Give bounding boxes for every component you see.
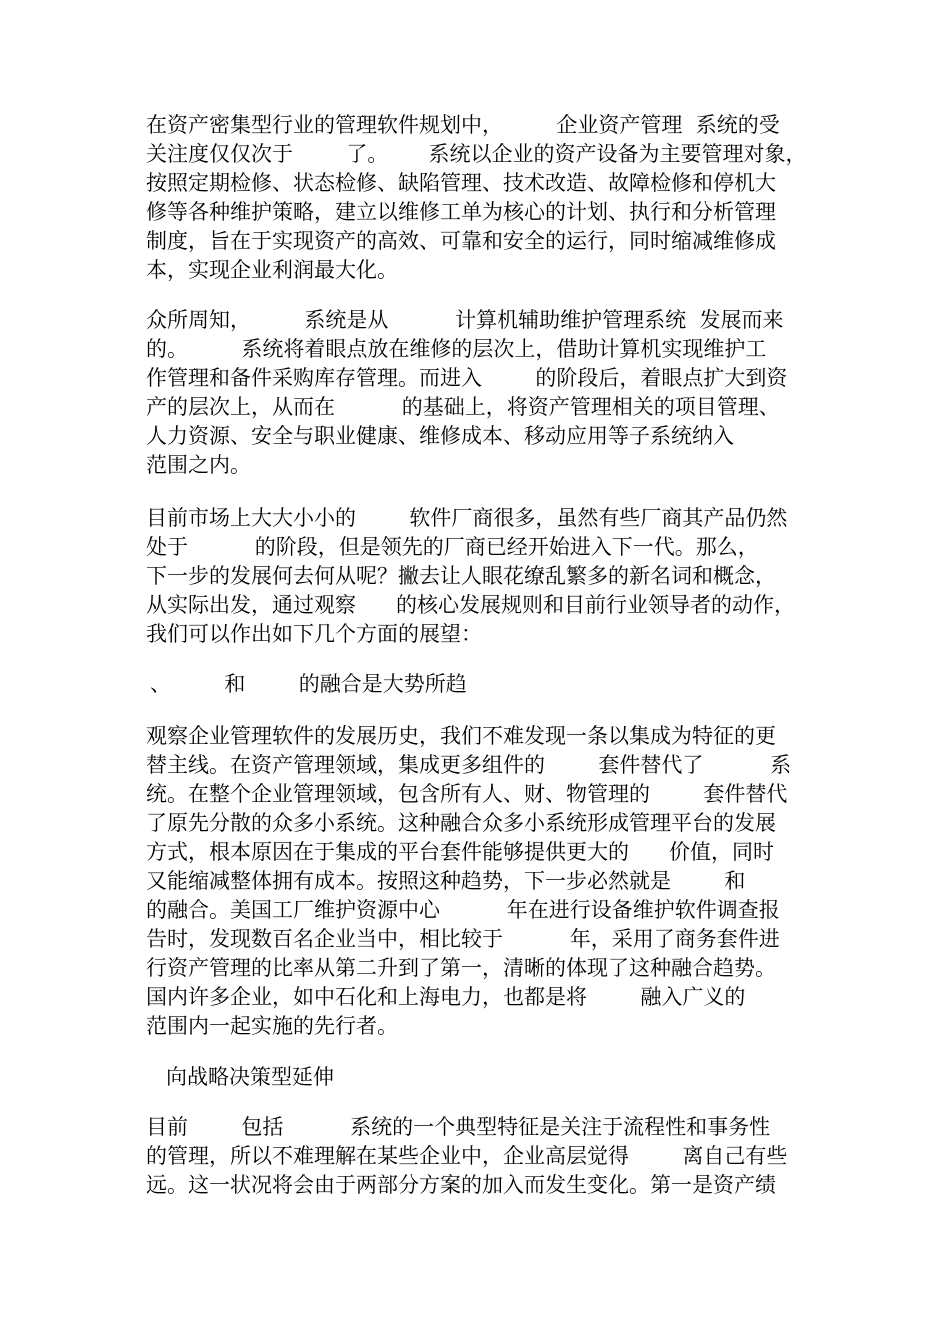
text-line: 了原先分散的众多小系统。这种融合众多小系统形成管理平台的发展	[146, 811, 776, 835]
text-line: 人力资源、安全与职业健康、维修成本、移动应用等子系统纳入	[146, 424, 734, 448]
text-line: 关注度仅仅次于 了。 系统以企业的资产设备为主要管理对象，	[146, 142, 807, 166]
text-line: 的融合。美国工厂维护资源中心 年在进行设备维护软件调查报	[146, 898, 780, 922]
text-line: 范围之内。	[146, 453, 251, 477]
text-line: 下一步的发展何去何从呢？撇去让人眼花缭乱繁多的新名词和概念，	[146, 564, 776, 588]
paragraph-intro	[146, 111, 816, 285]
text-line: 产的层次上，从而在 的基础上，将资产管理相关的项目管理、	[146, 395, 780, 419]
text-line: 远。这一状况将会由于两部分方案的加入而发生变化。第一是资产绩	[146, 1173, 776, 1197]
text-line: 目前 包括 系统的一个典型特征是关注于流程性和事务性	[146, 1115, 771, 1139]
text-line: 我们可以作出如下几个方面的展望：	[146, 622, 482, 646]
text-line: 目前市场上大大小小的 软件厂商很多，虽然有些厂商其产品仍然	[146, 506, 788, 530]
text-line: 的。 系统将着眼点放在维修的层次上，借助计算机实现维护工	[146, 337, 767, 361]
text-line: 制度，旨在于实现资产的高效、可靠和安全的运行，同时缩减维修成	[146, 229, 776, 253]
paragraph-history	[146, 306, 816, 480]
paragraph-integration	[146, 722, 816, 1041]
section-heading-strategy: 向战略决策型延伸	[166, 1065, 334, 1089]
text-line: 范围内一起实施的先行者。	[146, 1014, 398, 1038]
text-line: 告时，发现数百名企业当中，相比较于 年，采用了商务套件进	[146, 927, 780, 951]
text-line: 从实际出发，通过观察 的核心发展规则和目前行业领导者的动作，	[146, 593, 796, 617]
paragraph-strategy	[146, 1113, 816, 1200]
text-line: 的管理，所以不难理解在某些企业中，企业高层觉得 离自己有些	[146, 1144, 788, 1168]
text-line: 在资产密集型行业的管理软件规划中， 企业资产管理 系统的受	[146, 113, 780, 137]
text-line: 处于 的阶段，但是领先的厂商已经开始进入下一代。那么，	[146, 535, 759, 559]
text-line: 又能缩减整体拥有成本。按照这种趋势，下一步必然就是 和	[146, 869, 746, 893]
text-line: 方式，根本原因在于集成的平台套件能够提供更大的 价值，同时	[146, 840, 775, 864]
text-line: 众所周知， 系统是从 计算机辅助维护管理系统 发展而来	[146, 308, 784, 332]
text-line: 作管理和备件采购库存管理。而进入 的阶段后，着眼点扩大到资	[146, 366, 788, 390]
text-line: 修等各种维护策略，建立以维修工单为核心的计划、执行和分析管理	[146, 200, 776, 224]
text-line: 本，实现企业利润最大化。	[146, 258, 398, 282]
text-line: 国内许多企业，如中石化和上海电力，也都是将 融入广义的	[146, 985, 746, 1009]
text-line: 行资产管理的比率从第二升到了第一，清晰的体现了这种融合趋势。	[146, 956, 776, 980]
text-line: 统。在整个企业管理领域，包含所有人、财、物管理的 套件替代	[146, 782, 788, 806]
paragraph-market	[146, 504, 816, 649]
text-line: 观察企业管理软件的发展历史，我们不难发现一条以集成为特征的更	[146, 724, 776, 748]
text-line: 按照定期检修、状态检修、缺陷管理、技术改造、故障检修和停机大	[146, 171, 776, 195]
text-line: 替主线。在资产管理领域，集成更多组件的 套件替代了 系	[146, 753, 792, 777]
section-heading-fusion: 、 和 的融合是大势所趋	[150, 672, 467, 696]
